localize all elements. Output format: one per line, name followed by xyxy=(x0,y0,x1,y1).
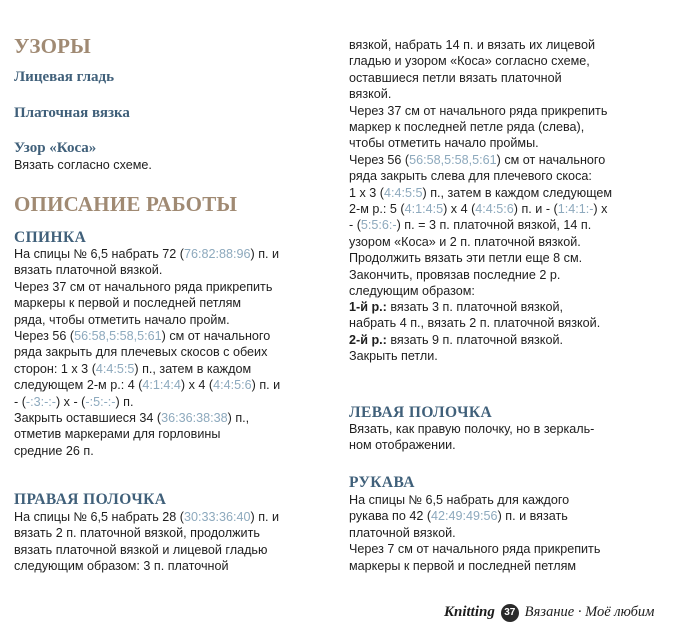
text-line xyxy=(14,262,280,278)
size-values: 56:58,5:58,5:61 xyxy=(409,152,497,167)
sleeves-heading: РУКАВА xyxy=(349,474,415,491)
line-text: ) х 4 ( xyxy=(180,378,214,393)
page-number: 37 xyxy=(501,604,519,622)
line-text: следующим образом: 3 п. платочной xyxy=(14,559,229,574)
text-line xyxy=(14,344,280,360)
line-text: вязкой. xyxy=(349,87,392,102)
left-front-instructions xyxy=(349,421,594,454)
patterns-heading: УЗОРЫ xyxy=(14,34,92,58)
line-text: На спицы № 6,5 набрать 28 ( xyxy=(14,510,184,524)
line-text: ) п. и - ( xyxy=(513,202,558,217)
line-text: узором «Коса» и 2 п. платочной вязкой. xyxy=(349,234,581,249)
line-text: отметив маркерами для горловины xyxy=(14,427,221,442)
text-line xyxy=(14,377,280,393)
line-text: ) п. и xyxy=(250,247,280,261)
line-text: Через 56 ( xyxy=(14,329,75,344)
right-front-heading: ПРАВАЯ ПОЛОЧКА xyxy=(14,491,167,508)
line-text: вязкой, набрать 14 п. и вязать их лицевой xyxy=(349,38,595,52)
text-line xyxy=(349,437,594,453)
text-line xyxy=(14,558,279,574)
line-text: ) п., затем в каждом xyxy=(134,361,252,376)
line-text: сторон: 1 х 3 ( xyxy=(14,361,96,376)
line-text: маркеры к первой и последней петлям xyxy=(14,296,242,311)
line-text: Закрыть оставшиеся 34 ( xyxy=(14,411,162,426)
line-text: ) п., xyxy=(227,411,250,426)
size-values: 1:4:1:- xyxy=(557,202,594,217)
row-1-text-cont: набрать 4 п., вязать 2 п. платочной вязкой. xyxy=(349,316,601,331)
line-text: чтобы отметить начало проймы. xyxy=(349,136,539,151)
line-text: Продолжить вязать эти петли еще 8 см. xyxy=(349,251,583,266)
close-stitches-text: Закрыть петли. xyxy=(349,349,438,364)
line-text: вязать платочной вязкой и лицевой гладью xyxy=(14,542,268,557)
line-text: ) п. и xyxy=(250,510,280,524)
line-text: следующем 2-м р.: 4 ( xyxy=(14,378,143,393)
size-values: -:3:-:- xyxy=(25,394,56,409)
line-text: ) х - ( xyxy=(55,394,86,409)
text-line xyxy=(349,421,594,437)
line-text: маркеры к первой и последней петлям xyxy=(349,558,577,573)
text-line xyxy=(349,201,612,217)
line-text: Закончить, провязав последние 2 р. xyxy=(349,267,561,282)
size-values: -:5:-:- xyxy=(85,394,116,409)
text-line xyxy=(349,558,600,574)
line-text: - ( xyxy=(349,218,361,233)
back-heading: СПИНКА xyxy=(14,229,87,246)
left-front-heading: ЛЕВАЯ ПОЛОЧКА xyxy=(349,404,493,421)
line-text: ) п. и вязать xyxy=(497,509,568,524)
right-front-instructions xyxy=(14,509,279,575)
size-values: 36:36:38:38 xyxy=(161,411,228,426)
text-line xyxy=(14,328,280,344)
text-line xyxy=(349,250,612,266)
line-text: ) п., затем в каждом следующем xyxy=(422,185,613,200)
text-line xyxy=(14,246,280,262)
stockinette-heading: Лицевая гладь xyxy=(14,69,115,85)
text-line xyxy=(14,525,279,541)
line-text: вязать 2 п. платочной вязкой, продолжить xyxy=(14,526,260,541)
size-values: 42:49:49:56 xyxy=(431,509,498,524)
text-line xyxy=(349,234,612,250)
text-line xyxy=(14,279,280,295)
size-values: 76:82:88:96 xyxy=(183,247,251,261)
line-text: следующим образом: xyxy=(349,284,475,299)
line-text: Через 7 см от начального ряда прикрепить xyxy=(349,542,601,557)
row-2-text: вязать 9 п. платочной вязкой. xyxy=(386,332,563,347)
line-text: Через 37 см от начального ряда прикрепить xyxy=(349,103,608,118)
text-line xyxy=(14,361,280,377)
size-values: 4:4:5:5 xyxy=(95,361,135,376)
size-values: 5:5:6:- xyxy=(360,218,397,233)
size-values: 30:33:36:40 xyxy=(183,510,251,524)
text-line xyxy=(349,103,612,119)
text-line xyxy=(349,119,612,135)
final-rows xyxy=(349,299,600,365)
row-1-text: вязать 3 п. платочной вязкой, xyxy=(386,300,563,314)
line-text: ) см от начального xyxy=(496,152,606,167)
text-line xyxy=(349,37,612,53)
text-line xyxy=(349,70,612,86)
text-line xyxy=(14,394,280,410)
line-text: - ( xyxy=(14,394,26,409)
text-line xyxy=(349,168,612,184)
text-line xyxy=(349,217,612,233)
text-line xyxy=(14,542,279,558)
line-text: 1 х 3 ( xyxy=(349,185,384,200)
size-values: 4:4:5:6 xyxy=(475,202,514,217)
line-text: ) п. = 3 п. платочной вязкой, 14 п. xyxy=(396,218,592,233)
row-1-label: 1-й р.: xyxy=(349,300,387,314)
text-line xyxy=(349,53,612,69)
line-text: 2-м р.: 5 ( xyxy=(349,202,405,217)
text-line xyxy=(349,525,600,541)
size-values: 56:58,5:58,5:61 xyxy=(74,329,162,344)
text-line xyxy=(14,443,280,459)
text-line xyxy=(349,86,612,102)
text-line xyxy=(349,152,612,168)
size-values: 4:1:4:5 xyxy=(404,202,444,217)
line-text: ряда закрыть для плечевых скосов с обеих xyxy=(14,345,268,360)
line-text: вязать платочной вязкой. xyxy=(14,263,163,278)
line-text: ) х 4 ( xyxy=(443,202,476,217)
text-line xyxy=(349,492,600,508)
text-line xyxy=(14,426,280,442)
line-text: Через 56 ( xyxy=(349,152,410,167)
line-text: рукава по 42 ( xyxy=(349,509,432,524)
line-text: На спицы № 6,5 набрать для каждого xyxy=(349,493,570,507)
back-instructions xyxy=(14,246,280,459)
page-footer xyxy=(444,603,654,622)
line-text: ном отображении. xyxy=(349,438,456,453)
text-line xyxy=(14,509,279,525)
right-front-continued xyxy=(349,37,612,300)
text-line xyxy=(349,283,612,299)
line-text: ) х xyxy=(593,202,608,217)
line-text: средние 26 п. xyxy=(14,443,94,458)
row-2-label: 2-й р.: xyxy=(349,332,387,347)
line-text: Через 37 см от начального ряда прикрепить xyxy=(14,279,273,294)
size-values: 4:1:4:4 xyxy=(142,378,181,393)
line-text: ) п. и xyxy=(251,378,281,393)
line-text: ) п. xyxy=(115,394,134,409)
line-text: платочной вязкой. xyxy=(349,525,456,540)
cable-description: Вязать согласно схеме. xyxy=(14,158,152,172)
line-text: ряда, чтобы отметить начало пройм. xyxy=(14,312,230,327)
size-values: 4:4:5:5 xyxy=(384,185,423,200)
brand-name: Knitting xyxy=(444,604,495,620)
text-line xyxy=(14,295,280,311)
text-line xyxy=(349,508,600,524)
text-line xyxy=(349,135,612,151)
cable-heading: Узор «Коса» xyxy=(14,140,97,156)
line-text: ряда закрыть слева для плечевого скоса: xyxy=(349,169,592,184)
text-line xyxy=(14,312,280,328)
line-text: оставшиеся петли вязать платочной xyxy=(349,70,562,85)
garter-heading: Платочная вязка xyxy=(14,105,130,121)
text-line xyxy=(349,185,612,201)
footer-tagline: Вязание · Моё любим xyxy=(524,604,655,620)
line-text: Вязать, как правую полочку, но в зеркаль- xyxy=(349,422,595,436)
line-text: На спицы № 6,5 набрать 72 ( xyxy=(14,247,184,261)
line-text: ) см от начального xyxy=(161,329,271,344)
text-line xyxy=(349,541,600,557)
size-values: 4:4:5:6 xyxy=(213,378,252,393)
sleeves-instructions xyxy=(349,492,600,574)
line-text: маркер к последней петле ряда (слева), xyxy=(349,120,585,135)
line-text: гладью и узором «Коса» согласно схеме, xyxy=(349,54,590,69)
text-line xyxy=(349,267,612,283)
text-line xyxy=(14,410,280,426)
work-description-heading: ОПИСАНИЕ РАБОТЫ xyxy=(14,192,238,216)
